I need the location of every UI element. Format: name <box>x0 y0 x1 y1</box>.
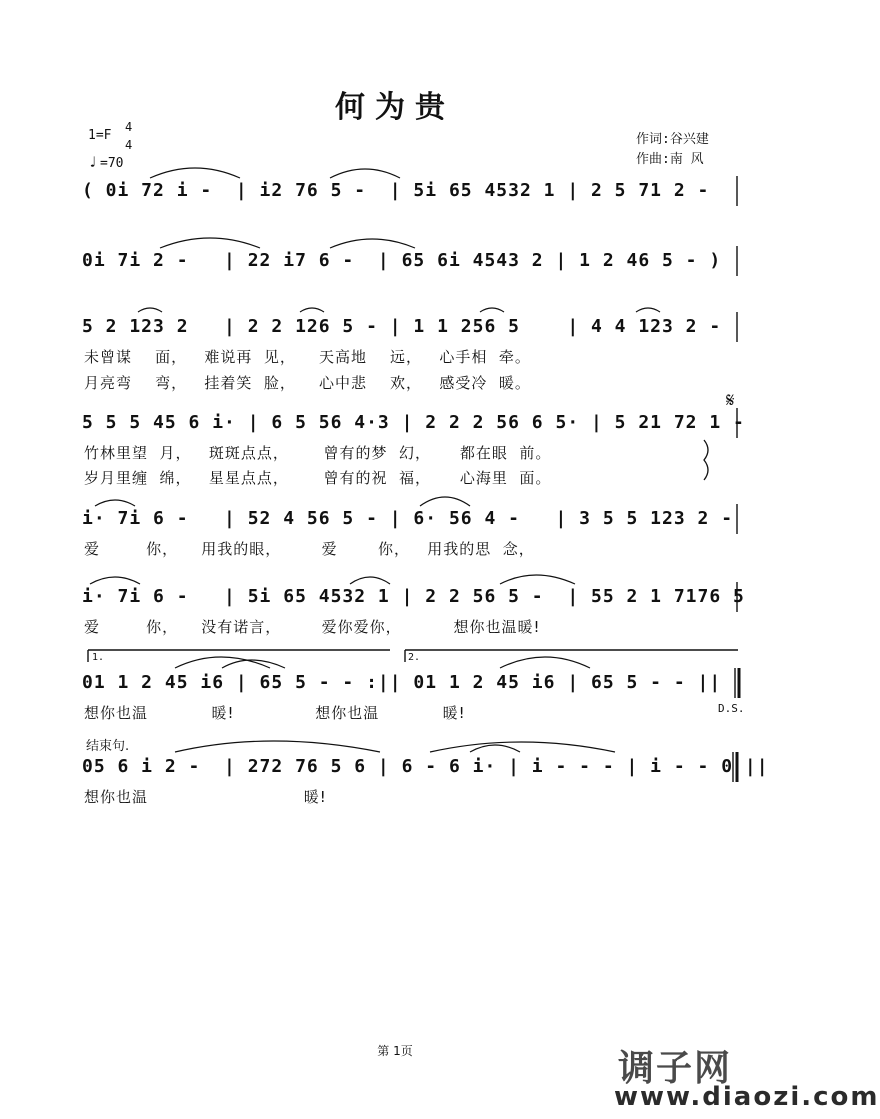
time-signature-top: 4 <box>125 120 133 134</box>
slur <box>150 168 240 178</box>
brace-icon <box>704 440 708 480</box>
lyric-line: 爱 你， 用我的眼， 爱 你， 用我的思 念， <box>84 540 535 558</box>
key-signature: 1=F <box>88 128 112 143</box>
slur <box>175 657 270 668</box>
segno-icon: 𝄋 <box>726 388 735 412</box>
watermark-url: www.diaozi.com <box>614 1082 880 1112</box>
lyricist-credit: 作词:谷兴建 <box>636 132 709 147</box>
volta-1-label: 1. <box>92 652 105 663</box>
slur <box>470 745 520 752</box>
slur <box>330 239 415 248</box>
slur <box>95 500 135 506</box>
lyric-line: 未曾谋 面， 难说再 见， 天高地 远， 心手相 牵。 <box>84 348 531 366</box>
tempo-marking: =70 <box>100 156 124 171</box>
score-system-7: 01 1 2 45 i6 | 65 5 - - :|| 01 1 2 45 i6 | 65 5 - - || <box>82 672 722 693</box>
score-title: 何为贵 <box>335 90 455 125</box>
watermark-logo: 调子网 <box>618 1048 733 1089</box>
lyric-line: 岁月里缠 绵， 星星点点， 曾有的祝 福， 心海里 面。 <box>84 469 552 487</box>
slur <box>420 497 470 506</box>
slur <box>300 308 324 312</box>
slur <box>175 741 380 752</box>
slur <box>430 742 615 752</box>
composer-credit: 作曲:南 风 <box>636 152 704 167</box>
slur <box>350 577 390 584</box>
page-number: 第 1页 <box>377 1044 413 1058</box>
lyric-line: 爱 你， 没有诺言， 爱你爱你， 想你也温暖! <box>84 618 541 636</box>
coda-label: 结束句. <box>86 739 130 754</box>
slur <box>160 238 260 248</box>
lyric-line: 想你也温 暖! <box>84 788 327 806</box>
time-signature-bottom: 4 <box>125 138 133 152</box>
score-system-1: ( 0i 72 i - | i2 76 5 - | 5i 65 4532 1 | 2 5 71 2 - <box>82 180 710 201</box>
score-system-8: 05 6 i 2 - | 272 76 5 6 | 6 - 6 i· | i - - - | i - - 0 || <box>82 756 769 777</box>
slur <box>90 577 140 584</box>
lyric-line: 竹林里望 月， 斑斑点点， 曾有的梦 幻， 都在眼 前。 <box>84 444 552 462</box>
score-system-2: 0i 7i 2 - | 22 i7 6 - | 65 6i 4543 2 | 1 2 46 5 - ) <box>82 250 722 271</box>
score-system-6: i· 7i 6 - | 5i 65 4532 1 | 2 2 56 5 - | 55 2 1 7176 5 <box>82 586 745 607</box>
lyric-line: 想你也温 暖! 想你也温 暖! <box>84 704 466 722</box>
score-system-4: 5 5 5 45 6 i· | 6 5 56 4·3 | 2 2 2 56 6 5· | 5 21 72 1 - <box>82 412 745 433</box>
slur <box>480 308 504 312</box>
quarter-note-icon: ♩ <box>88 153 98 171</box>
score-system-5: i· 7i 6 - | 52 4 56 5 - | 6· 56 4 - | 3 5 5 123 2 - <box>82 508 734 529</box>
ds-marking: D.S. <box>718 702 745 715</box>
slur <box>138 308 162 312</box>
slur <box>222 660 285 668</box>
slur <box>500 657 590 668</box>
slur <box>500 575 575 584</box>
slur <box>330 169 400 178</box>
volta-2-label: 2. <box>408 652 421 663</box>
score-system-3: 5 2 123 2 | 2 2 126 5 - | 1 1 256 5 | 4 4 123 2 - <box>82 316 722 337</box>
slur <box>636 308 660 312</box>
lyric-line: 月亮弯 弯， 挂着笑 脸， 心中悲 欢， 感受冷 暖。 <box>84 374 531 392</box>
